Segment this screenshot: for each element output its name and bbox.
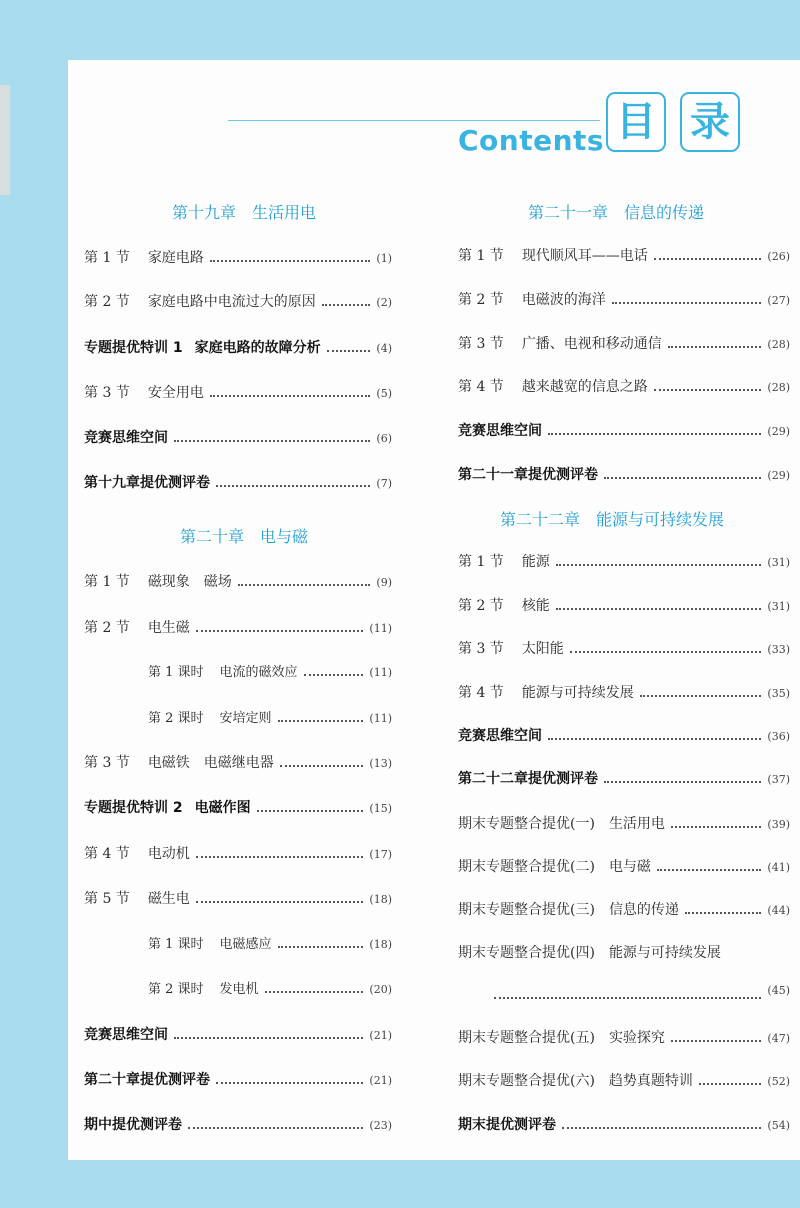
toc-entry[interactable]	[458, 464, 790, 484]
toc-entry[interactable]	[458, 942, 790, 962]
entry-page: (39)	[767, 818, 790, 831]
toc-entry[interactable]	[458, 856, 790, 876]
leader-dots	[556, 607, 762, 610]
leader-dots	[548, 737, 761, 740]
entry-page: (9)	[376, 576, 392, 589]
entry-title: 能源与可持续发展	[608, 945, 721, 961]
entry-number: 第 2 节	[84, 294, 130, 310]
leader-dots	[548, 432, 761, 435]
entry-number: 第 4 节	[458, 379, 504, 395]
entry-title: 第二十二章提优测评卷	[458, 771, 598, 787]
entry-page: (29)	[767, 469, 790, 482]
entry-page: (20)	[369, 983, 392, 996]
leader-dots	[278, 719, 364, 722]
leader-dots	[668, 345, 762, 348]
leader-dots	[278, 945, 364, 948]
entry-title: 家庭电路中电流过大的原因	[147, 294, 316, 310]
entry-title: 电磁波的海洋	[521, 292, 606, 308]
entry-title: 能源	[521, 554, 550, 570]
toc-entry[interactable]	[84, 843, 392, 863]
entry-number: 第 2 课时	[148, 982, 204, 997]
toc-entry[interactable]	[458, 245, 790, 265]
entry-page: (21)	[369, 1074, 392, 1087]
entry-title: 生活用电	[608, 816, 665, 832]
entry-number: 专题提优特训 1	[84, 340, 183, 356]
entry-title: 竞赛思维空间	[458, 728, 542, 744]
leader-dots	[196, 629, 364, 632]
entry-number: 第 3 节	[84, 385, 130, 401]
entry-number: 期末专题整合提优(三)	[458, 902, 595, 918]
entry-number: 期末专题整合提优(一)	[458, 816, 595, 832]
entry-title: 期末提优测评卷	[458, 1117, 556, 1133]
toc-entry[interactable]	[84, 888, 392, 908]
leader-dots	[671, 1039, 761, 1042]
toc-entry[interactable]	[458, 1114, 790, 1134]
entry-title: 家庭电路的故障分析	[194, 340, 321, 356]
leader-dots	[216, 484, 370, 487]
leader-dots	[570, 650, 762, 653]
leader-dots	[562, 1126, 761, 1129]
leader-dots	[280, 764, 364, 767]
leader-dots	[604, 780, 761, 783]
entry-number: 第 2 节	[458, 292, 504, 308]
toc-entry-continuation[interactable]	[494, 984, 790, 1004]
title-char-box-2: 录	[680, 92, 740, 152]
entry-page: (15)	[369, 802, 392, 815]
entry-title: 太阳能	[521, 641, 564, 657]
toc-entry[interactable]	[458, 768, 790, 788]
entry-title: 竞赛思维空间	[84, 430, 168, 446]
entry-number: 第 3 节	[458, 641, 504, 657]
toc-entry[interactable]	[458, 899, 790, 919]
entry-page: (23)	[369, 1119, 392, 1132]
entry-number: 第 2 课时	[148, 711, 204, 726]
toc-sub-entry[interactable]	[148, 661, 392, 681]
entry-title: 家庭电路	[147, 250, 204, 266]
entry-number: 第 1 课时	[148, 665, 204, 680]
entry-title: 电磁作图	[194, 800, 251, 816]
entry-title: 竞赛思维空间	[84, 1027, 168, 1043]
entry-title: 信息的传递	[608, 902, 679, 918]
entry-title: 第二十章提优测评卷	[84, 1072, 210, 1088]
entry-page: (26)	[767, 250, 790, 263]
toc-entry[interactable]	[458, 725, 790, 745]
contents-heading: Contents	[458, 124, 605, 157]
leader-dots	[196, 900, 364, 903]
toc-entry[interactable]	[458, 333, 790, 353]
entry-number: 专题提优特训 2	[84, 800, 183, 816]
entry-number: 第 1 课时	[148, 937, 204, 952]
toc-entry[interactable]	[84, 291, 392, 311]
entry-page: (6)	[376, 432, 392, 445]
entry-number: 第 4 节	[84, 846, 130, 862]
toc-entry[interactable]	[84, 382, 392, 402]
leader-dots	[494, 996, 761, 999]
entry-title: 电磁铁 电磁继电器	[147, 755, 274, 771]
title-char-box-1: 目	[606, 92, 666, 152]
toc-entry[interactable]	[458, 289, 790, 309]
toc-entry[interactable]	[84, 617, 392, 637]
toc-entry[interactable]	[84, 797, 392, 817]
entry-page: (28)	[767, 381, 790, 394]
toc-entry[interactable]	[84, 571, 392, 591]
entry-page: (21)	[369, 1029, 392, 1042]
toc-entry[interactable]	[84, 1024, 392, 1044]
entry-number: 期末专题整合提优(五)	[458, 1030, 595, 1046]
leader-dots	[604, 476, 761, 479]
entry-number: 第 3 节	[458, 336, 504, 352]
entry-number: 第 5 节	[84, 891, 130, 907]
entry-title: 趋势真题特训	[608, 1073, 693, 1089]
entry-page: (35)	[767, 687, 790, 700]
entry-number: 第 1 节	[458, 248, 504, 264]
toc-sub-entry[interactable]	[148, 933, 392, 953]
entry-number: 第 2 节	[458, 598, 504, 614]
header-rule	[228, 120, 600, 121]
entry-title: 发电机	[219, 982, 259, 997]
entry-page: (1)	[376, 252, 392, 265]
chapter-22-heading: 第二十二章 能源与可持续发展	[500, 510, 725, 529]
entry-title: 现代顺风耳——电话	[521, 248, 648, 264]
toc-entry[interactable]	[458, 813, 790, 833]
entry-title: 能源与可持续发展	[521, 685, 634, 701]
leader-dots	[265, 990, 364, 993]
leader-dots	[304, 673, 364, 676]
entry-number: 第 1 节	[458, 554, 504, 570]
entry-title: 电与磁	[608, 859, 651, 875]
leader-dots	[657, 868, 761, 871]
toc-sub-entry[interactable]	[148, 707, 392, 727]
entry-title: 磁现象 磁场	[147, 574, 232, 590]
leader-dots	[174, 439, 370, 442]
toc-entry[interactable]	[458, 595, 790, 615]
leader-dots	[238, 583, 371, 586]
entry-page: (29)	[767, 425, 790, 438]
entry-title: 越来越宽的信息之路	[521, 379, 648, 395]
leader-dots	[640, 694, 762, 697]
toc-entry[interactable]	[458, 376, 790, 396]
entry-page: (5)	[376, 387, 392, 400]
entry-title: 广播、电视和移动通信	[521, 336, 662, 352]
entry-number: 第 1 节	[84, 250, 130, 266]
leader-dots	[210, 394, 371, 397]
entry-page: (7)	[376, 477, 392, 490]
chapter-20-heading: 第二十章 电与磁	[180, 527, 309, 546]
entry-page: (11)	[369, 666, 392, 679]
leader-dots	[196, 855, 364, 858]
entry-page: (36)	[767, 730, 790, 743]
entry-page: (47)	[767, 1032, 790, 1045]
entry-page: (45)	[767, 984, 790, 997]
leader-dots	[216, 1081, 363, 1084]
leader-dots	[556, 563, 762, 566]
toc-entry[interactable]	[458, 551, 790, 571]
leader-dots	[685, 911, 761, 914]
entry-page: (18)	[369, 938, 392, 951]
entry-page: (11)	[369, 712, 392, 725]
leader-dots	[210, 259, 371, 262]
leader-dots	[257, 809, 364, 812]
toc-entry[interactable]	[84, 472, 392, 492]
leader-dots	[327, 349, 371, 352]
entry-number: 期末专题整合提优(六)	[458, 1073, 595, 1089]
entry-title: 第二十一章提优测评卷	[458, 467, 598, 483]
entry-page: (18)	[369, 893, 392, 906]
entry-title: 电流的磁效应	[219, 665, 298, 680]
entry-page: (31)	[767, 556, 790, 569]
entry-page: (11)	[369, 622, 392, 635]
leader-dots	[671, 825, 761, 828]
entry-page: (44)	[767, 904, 790, 917]
entry-title: 电磁感应	[219, 937, 272, 952]
entry-number: 期末专题整合提优(二)	[458, 859, 595, 875]
toc-entry[interactable]	[458, 1070, 790, 1090]
toc-entry[interactable]	[84, 1114, 392, 1134]
toc-entry[interactable]	[84, 752, 392, 772]
leader-dots	[174, 1036, 363, 1039]
entry-title: 核能	[521, 598, 550, 614]
toc-entry[interactable]	[458, 1027, 790, 1047]
entry-number: 期末专题整合提优(四)	[458, 945, 595, 961]
entry-title: 安培定则	[219, 711, 272, 726]
toc-sub-entry[interactable]	[148, 978, 392, 998]
entry-page: (52)	[767, 1075, 790, 1088]
entry-page: (37)	[767, 773, 790, 786]
leader-dots	[322, 303, 371, 306]
entry-page: (27)	[767, 294, 790, 307]
entry-page: (2)	[376, 296, 392, 309]
entry-page: (4)	[376, 342, 392, 355]
entry-title: 实验探究	[608, 1030, 665, 1046]
entry-number: 第 2 节	[84, 620, 130, 636]
binding-strip	[0, 85, 10, 195]
toc-entry[interactable]	[84, 337, 392, 357]
entry-page: (41)	[767, 861, 790, 874]
entry-number: 第 4 节	[458, 685, 504, 701]
toc-entry[interactable]	[458, 638, 790, 658]
entry-page: (13)	[369, 757, 392, 770]
entry-page: (28)	[767, 338, 790, 351]
leader-dots	[188, 1126, 363, 1129]
leader-dots	[612, 301, 762, 304]
toc-entry[interactable]	[84, 1069, 392, 1089]
leader-dots	[654, 257, 762, 260]
toc-entry[interactable]	[84, 427, 392, 447]
entry-title: 竞赛思维空间	[458, 423, 542, 439]
chapter-19-heading: 第十九章 生活用电	[172, 203, 317, 222]
entry-page: (17)	[369, 848, 392, 861]
entry-page: (31)	[767, 600, 790, 613]
chapter-21-heading: 第二十一章 信息的传递	[528, 203, 705, 222]
entry-number: 第 1 节	[84, 574, 130, 590]
leader-dots	[699, 1082, 761, 1085]
leader-dots	[654, 388, 762, 391]
entry-page: (54)	[767, 1119, 790, 1132]
entry-title: 磁生电	[147, 891, 190, 907]
entry-title: 安全用电	[147, 385, 204, 401]
toc-entry[interactable]	[84, 247, 392, 267]
toc-entry[interactable]	[458, 682, 790, 702]
entry-number: 第 3 节	[84, 755, 130, 771]
entry-title: 电动机	[147, 846, 190, 862]
entry-title: 电生磁	[147, 620, 190, 636]
entry-title: 期中提优测评卷	[84, 1117, 182, 1133]
entry-title: 第十九章提优测评卷	[84, 475, 210, 491]
entry-page: (33)	[767, 643, 790, 656]
toc-entry[interactable]	[458, 420, 790, 440]
